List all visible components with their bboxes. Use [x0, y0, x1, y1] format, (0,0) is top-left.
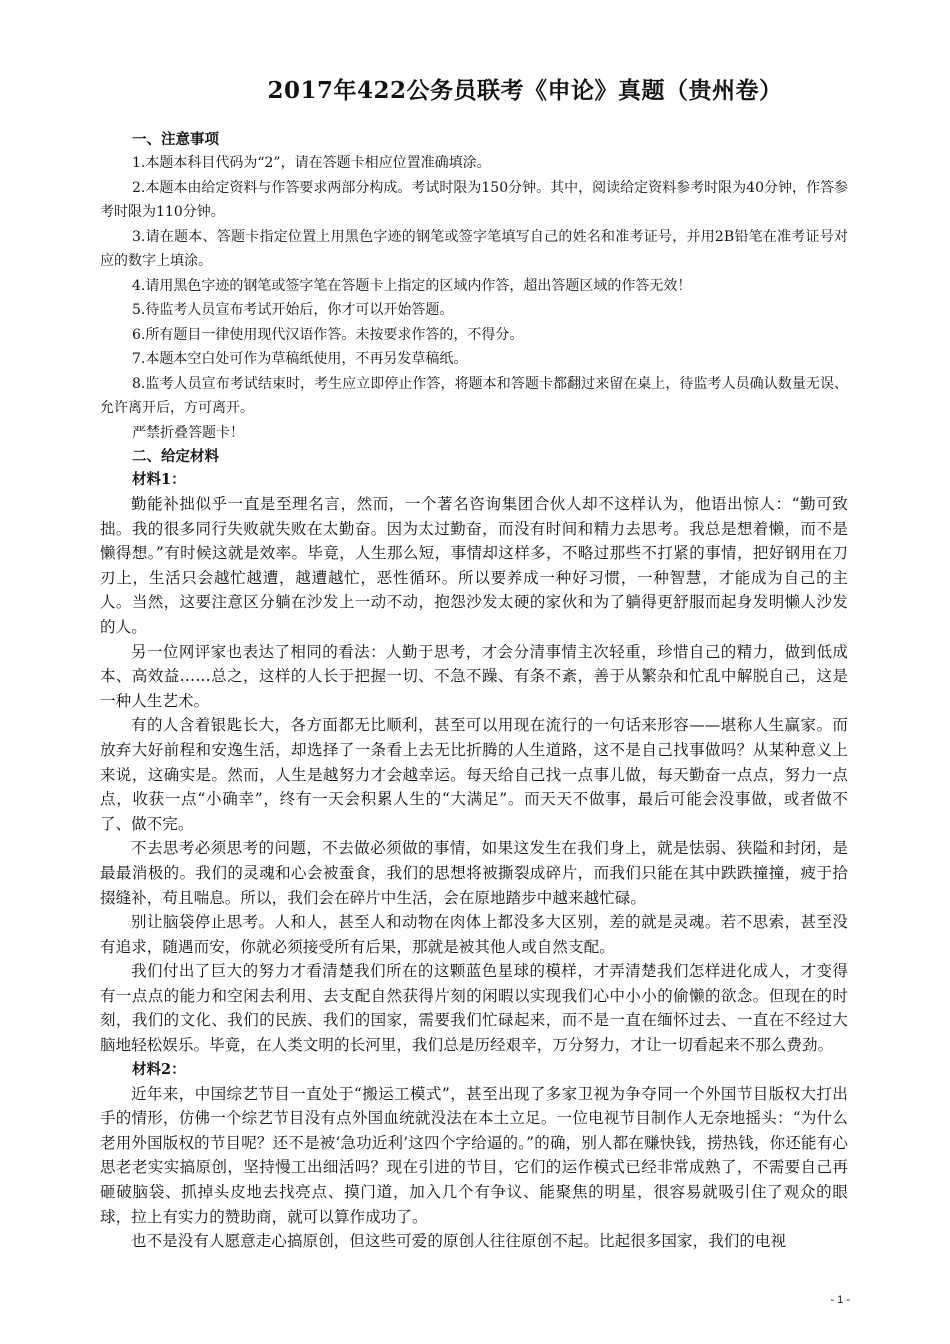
- material-paragraph: 我们付出了巨大的努力才看清楚我们所在的这颗蓝色星球的模样，才弄清楚我们怎样进化成人，才变得有一点点的能力和空闲去利用、去支配自然获得片刻的闲暇以实现我们心中小小的偷懒的欲念。但现在的时刻，我们的文化、我们的民族、我们的国家，需要我们忙碌起来，而不是一直在缅怀过去、一直在不经过大脑地轻松娱乐。毕竟，在人类文明的长河里，我们总是历经艰辛，万分努力，才让一切看起来不那么费劲。: [100, 962, 848, 1055]
- section-heading-materials: 二、给定材料: [132, 448, 219, 465]
- note-item: 6.所有题目一律使用现代汉语作答。未按要求作答的，不得分。: [132, 326, 524, 343]
- note-item: 3.请在题本、答题卡指定位置上用黑色字迹的钢笔或签字笔填写自己的姓名和准考证号，并用2B铅笔在准考证号对应的数字上填涂。: [100, 228, 848, 269]
- material-2-label: 材料2：: [132, 1060, 186, 1078]
- note-item: 7.本题本空白处可作为草稿纸使用，不再另发草稿纸。: [132, 351, 468, 367]
- material-paragraph: 也不是没有人愿意走心搞原创，但这些可爱的原创人往往原创不起。比起很多国家，我们的电视: [131, 1232, 787, 1251]
- note-item: 1.本题本科目代码为“2”，请在答题卡相应位置准确填涂。: [132, 155, 491, 171]
- note-item: 5.待监考人员宣布考试开始后，你才可以开始答题。: [132, 302, 454, 318]
- document-body: [100, 128, 848, 1254]
- material-paragraph: 有的人含着银匙长大，各方面都无比顺利，甚至可以用现在流行的一句话来形容——堪称人生赢家。而放弃大好前程和安逸生活，却选择了一条看上去无比折腾的人生道路，这不是自己找事做吗？从某种意义上来说，这确实是。然而，人生是越努力才会越幸运。每天给自己找一点事儿做，每天勤奋一点点，努力一点点，收获一点“小确幸”，终有一天会积累人生的“大满足”。而天天不做事，最后可能会没事做，或者做不了、做不完。: [100, 716, 848, 833]
- note-item: 8.监考人员宣布考试结束时，考生应立即停止作答，将题本和答题卡都翻过来留在桌上，待监考人员确认数量无误、允许离开后，方可离开。: [100, 375, 848, 416]
- note-item: 4.请用黑色字迹的钢笔或签字笔在答题卡上指定的区域内作答，超出答题区域的作答无效！: [132, 277, 692, 294]
- material-1-label: 材料1：: [132, 471, 186, 488]
- document-title: 2017年422公务员联考《申论》真题（贵州卷）: [267, 77, 783, 104]
- material-paragraph: 勤能补拙似乎一直是至理名言，然而，一个著名咨询集团合伙人却不这样认为，他语出惊人：“勤可致拙。我的很多同行失败就失败在太勤奋。因为太过勤奋，而没有时间和精力去思考。我总是想着懒，而不是懒得想。”有时候这就是效率。毕竟，人生那么短，事情却这样多，不略过那些不打紧的事情，把好钢用在刀刃上，生活只会越忙越遭，越遭越忙，恶性循环。所以要养成一种好习惯，一种智慧，才能成为自己的主人。当然，这要注意区分躺在沙发上一动不动，抱怨沙发太硬的家伙和为了躺得更舒服而起身发明懒人沙发的人。: [100, 495, 848, 636]
- notes-list: [100, 151, 848, 445]
- material-paragraph: 近年来，中国综艺节目一直处于“搬运工模式”，甚至出现了多家卫视为争夺同一个外国节目版权大打出手的情形，仿佛一个综艺节目没有点外国血统就没法在本土立足。一位电视节目制作人无奈地摇头：“为什么老用外国版权的节目呢？还不是被‘急功近利’这四个字给逼的。”的确，别人都在赚快钱，捞热钱，你还能有心思老老实实搞原创，坚持慢工出细活吗？现在引进的节目，它们的运作模式已经非常成熟了，不需要自己再砸破脑袋、抓掉头皮地去找亮点、摸门道，加入几个有争议、能聚焦的明星，很容易就吸引住了观众的眼球，拉上有实力的赞助商，就可以算作成功了。: [100, 1084, 848, 1226]
- note-item: 2.本题本由给定资料与作答要求两部分构成。考试时限为150分钟。其中，阅读给定资料参考时限为40分钟，作答参考时限为110分钟。: [100, 179, 848, 220]
- section-heading-notes: 一、注意事项: [132, 131, 219, 148]
- page-number: - 1 -: [830, 1294, 850, 1306]
- material-paragraph: 另一位网评家也表达了相同的看法：人勤于思考，才会分清事情主次轻重，珍惜自己的精力，做到低成本、高效益……总之，这样的人长于把握一切、不急不躁、有条不紊，善于从繁杂和忙乱中解脱自己，这是一种人生艺术。: [100, 642, 848, 710]
- material-paragraph: 别让脑袋停止思考。人和人，甚至人和动物在肉体上都没多大区别，差的就是灵魂。若不思索，甚至没有追求，随遇而安，你就必须接受所有后果，那就是被其他人或自然支配。: [100, 913, 848, 956]
- note-item-warning: 严禁折叠答题卡！: [132, 424, 244, 441]
- material-paragraph: 不去思考必须思考的问题，不去做必须做的事情，如果这发生在我们身上，就是怯弱、狭隘和封闭，是最最消极的。我们的灵魂和心会被蚕食，我们的思想将被撕裂成碎片，而我们只能在其中跌跌撞撞，疲于拾掇缝补，苟且喘息。所以，我们会在碎片中生活，会在原地踏步中越来越忙碌。: [100, 839, 848, 907]
